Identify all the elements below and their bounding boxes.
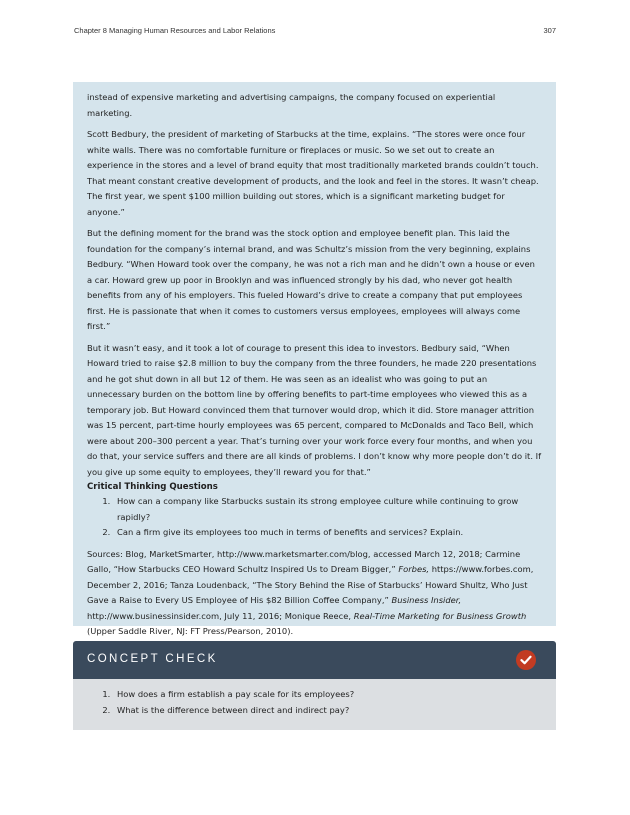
case-study-box — [73, 82, 556, 636]
sources-citation — [87, 547, 542, 640]
concept-question: 2. What is the difference between direct and indirect pay? — [113, 703, 542, 719]
page-header — [74, 26, 556, 38]
source-title-business-insider: Business Insider, — [391, 595, 462, 605]
paragraph-3: But the defining moment for the brand was the stock option and employee benefit plan. This laid the foundation for the company’s internal brand, and was Schultz’s mission from the very beginning, explains Bedbury. “When Howard took over the company, he was not a rich man and he didn’t own a house or even a car. Howard grew up poor in Brooklyn and was influenced strongly by his dad, who never got health benefits from any of his employers. This fueled Howard’s drive to create a company that put employees first. He is passionate that when it comes to customers versus employees, employees will always come first.” — [87, 228, 535, 331]
source-text: (Upper Saddle River, NJ: FT Press/Pearson, 2010). — [87, 626, 294, 636]
question-item: 2. Can a firm give its employees too much in terms of benefits and services? Explain. — [113, 525, 542, 541]
paragraph-4: But it wasn’t easy, and it took a lot of courage to present this idea to investors. Bedbury said, “When Howard tried to raise $2.8 million to buy the company from the three founders, he made 220 presentations and he got shut down in all but 12 of them. He was seen as an idealist who was going to put an unnecessary burden on the bottom line by offering benefits to part-time employees who viewed this as a temporary job. But Howard convinced them that turnover would drop, which it did. Store manager attrition was 15 percent, part-time hourly employees was 65 percent, compared to McDonalds and Taco Bell, which were about 200–300 percent a year. That’s turning over your work force every four months, and when you do that, your service suffers and there are all kinds of problems. I don’t know why more people don’t do it. If you give up some equity to employees, they’ll reward you for that.” — [87, 342, 542, 477]
paragraph-2: Scott Bedbury, the president of marketing of Starbucks at the time, explains. “The stores were once four white walls. There was no comfortable furniture or fireplaces or music. So we set out to create an experience in the stores and a level of brand equity that most traditionally marketed brands couldn’t touch. That meant constant creative development of products, and the look and feel in the stores. It wasn’t cheap. The first year, we spent $100 million building out stores, which is a significant marketing budget for anyone.” — [87, 129, 539, 217]
source-text: Sources: Blog, MarketSmarter, http://www.marketsmarter.com/blog, accessed March 12, 2018; Carmine Gallo, “How Starbucks CEO Howard Schultz Inspired Us to Dream Bigger,” — [87, 548, 521, 574]
concept-check-body — [73, 679, 556, 730]
concept-check-title: CONCEPT CHECK — [87, 653, 218, 665]
source-title-book: Real-Time Marketing for Business Growth — [353, 610, 527, 621]
page-number: 307 — [543, 26, 556, 35]
concept-question: 1. How does a firm establish a pay scale for its employees? — [113, 687, 542, 703]
question-item: 1. How can a company like Starbucks sustain its strong employee culture while continuing to grow rapidly? — [113, 494, 542, 525]
concept-check-box — [73, 641, 556, 730]
source-text: http://www.businessinsider.com, July 11, 2016; Monique Reece, — [87, 610, 354, 621]
critical-thinking-heading: Critical Thinking Questions — [87, 482, 218, 492]
source-title-forbes: Forbes, — [398, 564, 430, 574]
paragraph-1: instead of expensive marketing and advertising campaigns, the company focused on experiential marketing. — [87, 92, 496, 118]
concept-check-list — [87, 687, 542, 718]
critical-thinking-list — [87, 494, 542, 541]
concept-check-header — [73, 641, 556, 679]
chapter-title: Chapter 8 Managing Human Resources and Labor Relations — [74, 26, 276, 35]
source-text: https://www.forbes.com, December 2, 2016; Tanza Loudenback, “The Story Behind the Rise of Starbucks’ Howard Shultz, Who Just Gave a Raise to Every US Employee of His $82 Billion Coffee Company,” — [87, 564, 534, 605]
checkmark-icon — [516, 650, 536, 670]
